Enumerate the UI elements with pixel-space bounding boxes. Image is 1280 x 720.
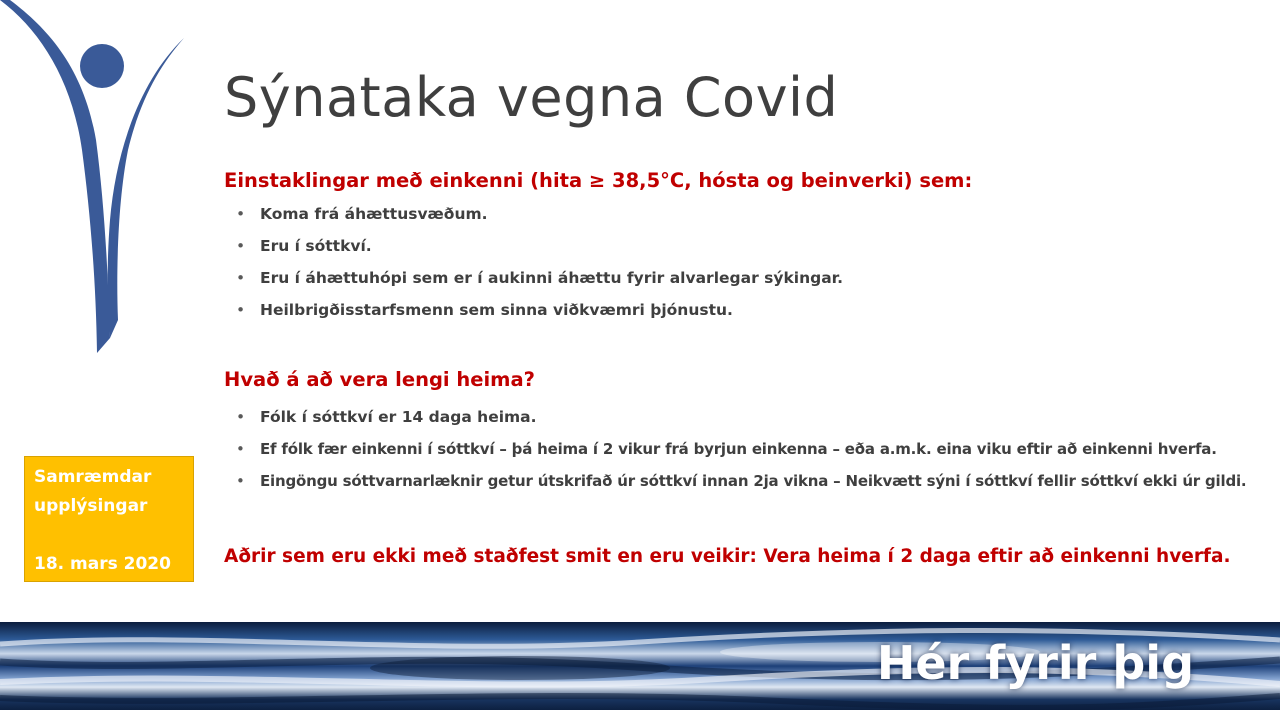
list-item: • Ef fólk fær einkenni í sóttkví – þá heima í 2 vikur frá byrjun einkenna – eða a.m.k. eina viku eftir að einkenni hverfa. <box>236 438 1246 470</box>
slide-title: Sýnataka vegna Covid <box>224 66 839 129</box>
section2-list <box>236 406 1246 502</box>
list-item: • Eru í áhættuhópi sem er í aukinni áhættu fyrir alvarlegar sýkingar. <box>236 267 843 299</box>
list-item: • Heilbrigðisstarfsmenn sem sinna viðkvæmri þjónustu. <box>236 299 843 331</box>
list-item: • Eingöngu sóttvarnarlæknir getur útskrifað úr sóttkví innan 2ja vikna – Neikvætt sýni í sóttkví fellir sóttkví ekki úr gildi. <box>236 470 1246 502</box>
water-banner <box>0 622 1280 710</box>
info-box <box>24 456 194 582</box>
list-item: • Fólk í sóttkví er 14 daga heima. <box>236 406 1246 438</box>
section1-list <box>236 203 843 331</box>
list-item: • Eru í sóttkví. <box>236 235 843 267</box>
info-box-line2: upplýsingar <box>34 496 148 516</box>
logo <box>0 0 200 360</box>
closing-statement: Aðrir sem eru ekki með staðfest smit en eru veikir: Vera heima í 2 daga eftir að einkenni hverfa. <box>224 546 1231 567</box>
list-item: • Koma frá áhættusvæðum. <box>236 203 843 235</box>
slogan: Hér fyrir þig <box>876 636 1194 690</box>
person-raising-arms-logo-icon <box>0 0 200 360</box>
section1-heading: Einstaklingar með einkenni (hita ≥ 38,5°C, hósta og beinverki) sem: <box>224 169 973 192</box>
info-box-line1: Samræmdar <box>34 467 152 487</box>
info-box-date: 18. mars 2020 <box>34 554 171 574</box>
section2-heading: Hvað á að vera lengi heima? <box>224 368 535 391</box>
